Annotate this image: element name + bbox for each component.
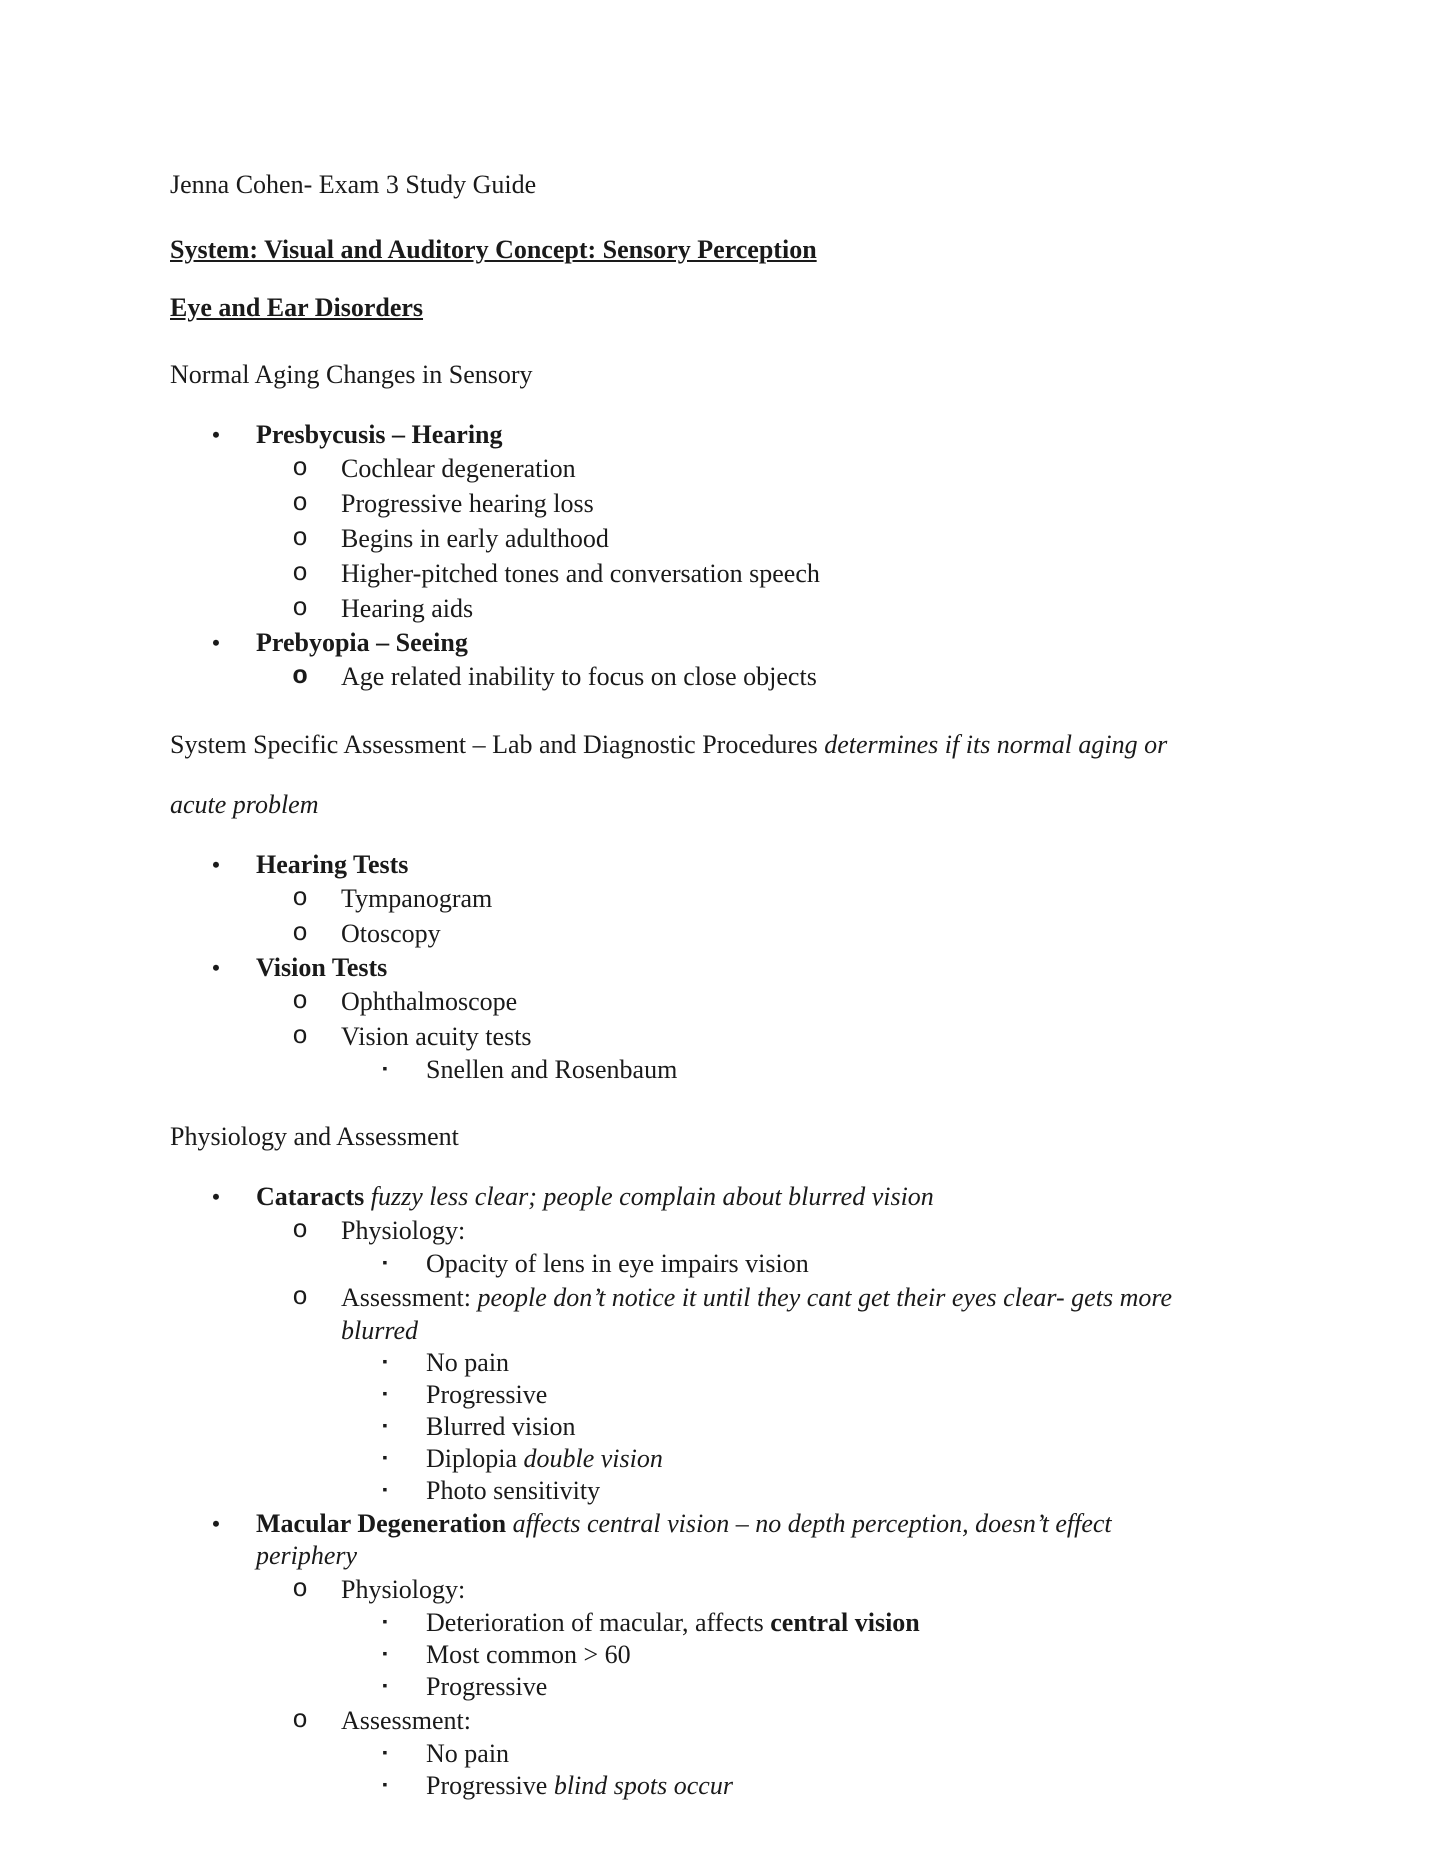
list-item <box>170 984 1300 1019</box>
item-text: Most common > 60 <box>426 1640 631 1669</box>
square-bullet-icon: ▪ <box>382 1451 388 1466</box>
item-text: Age related inability to focus on close objects <box>341 662 817 691</box>
item-text: Ophthalmoscope <box>341 987 518 1016</box>
item-text: Physiology: <box>341 1216 466 1245</box>
item-text: Begins in early adulthood <box>341 524 609 553</box>
circle-bullet-icon: o <box>292 1021 308 1051</box>
topic-label: Presbycusis – Hearing <box>256 420 503 449</box>
list-item <box>170 1213 1300 1248</box>
list-item <box>170 1703 1300 1738</box>
item-note: double vision <box>523 1444 663 1473</box>
list-item <box>170 626 1300 659</box>
bullet-icon: • <box>212 1184 220 1209</box>
list-item <box>170 1379 1300 1411</box>
list-item-continued <box>170 1315 1300 1347</box>
item-text: Higher-pitched tones and conversation speech <box>341 559 820 588</box>
item-text: Progressive <box>426 1380 548 1409</box>
section-title-note: acute problem <box>170 790 319 819</box>
list-item <box>170 1671 1300 1703</box>
square-bullet-icon: ▪ <box>382 1778 388 1793</box>
item-text: Assessment: <box>341 1706 471 1735</box>
list-item <box>170 1248 1300 1280</box>
item-text: Cochlear degeneration <box>341 454 576 483</box>
circle-bullet-icon: o <box>292 523 308 553</box>
topic-note: affects central vision – no depth perception, doesn’t effect <box>506 1509 1112 1538</box>
item-text: Opacity of lens in eye impairs vision <box>426 1249 809 1278</box>
circle-bullet-icon: o <box>292 883 308 913</box>
circle-bullet-icon: o <box>292 1215 308 1245</box>
section-title-continued <box>170 788 1300 822</box>
bullet-list <box>170 1180 1300 1802</box>
item-text: Blurred vision <box>426 1412 576 1441</box>
topic-label: Vision Tests <box>256 953 388 982</box>
topic-label: Hearing Tests <box>256 850 409 879</box>
item-text: Diplopia <box>426 1444 524 1473</box>
list-item <box>170 1572 1300 1607</box>
topic-note: periphery <box>256 1541 358 1570</box>
item-note: blurred <box>341 1316 419 1345</box>
list-item <box>170 1770 1300 1802</box>
bullet-icon: • <box>212 1511 220 1536</box>
disorders-heading: Eye and Ear Disorders <box>170 293 424 322</box>
system-heading: System: Visual and Auditory Concept: Sensory Perception <box>170 235 817 264</box>
list-item <box>170 1607 1300 1639</box>
bullet-icon: • <box>212 955 220 980</box>
topic-label: Macular Degeneration <box>256 1509 507 1538</box>
list-item <box>170 848 1300 881</box>
document-page <box>170 168 1300 1836</box>
list-item <box>170 486 1300 521</box>
topic-label: Cataracts <box>256 1182 365 1211</box>
square-bullet-icon: ▪ <box>382 1355 388 1370</box>
section-title: Physiology and Assessment <box>170 1122 459 1151</box>
list-item <box>170 1738 1300 1770</box>
topic-label: Prebyopia – Seeing <box>256 628 468 657</box>
list-item <box>170 659 1300 694</box>
topic-note: fuzzy less clear; people complain about blurred vision <box>364 1182 934 1211</box>
item-text: Progressive <box>426 1672 548 1701</box>
list-item <box>170 1411 1300 1443</box>
circle-bullet-icon: o <box>292 1705 308 1735</box>
bullet-icon: • <box>212 422 220 447</box>
circle-bullet-icon: o <box>292 1574 308 1604</box>
list-item <box>170 1347 1300 1379</box>
item-text: Vision acuity tests <box>341 1022 532 1051</box>
list-item <box>170 521 1300 556</box>
item-text: Physiology: <box>341 1575 466 1604</box>
section-normal-aging <box>170 358 1300 694</box>
item-text: Snellen and Rosenbaum <box>426 1055 678 1084</box>
list-item <box>170 1639 1300 1671</box>
item-note: people don’t notice it until they cant get their eyes clear- gets more <box>477 1283 1173 1312</box>
square-bullet-icon: ▪ <box>382 1615 388 1630</box>
section-physiology <box>170 1120 1300 1802</box>
list-item <box>170 1475 1300 1507</box>
bullet-icon: • <box>212 852 220 877</box>
item-text: Assessment: <box>341 1283 478 1312</box>
item-text: Progressive <box>426 1771 554 1800</box>
list-item <box>170 1019 1300 1054</box>
list-item <box>170 418 1300 451</box>
item-text: Tympanogram <box>341 884 493 913</box>
square-bullet-icon: ▪ <box>382 1387 388 1402</box>
list-item <box>170 1443 1300 1475</box>
square-bullet-icon: ▪ <box>382 1256 388 1271</box>
heading-block <box>170 234 1300 324</box>
section-title <box>170 728 1300 762</box>
circle-bullet-icon: o <box>292 593 308 623</box>
item-text: Deterioration of macular, affects <box>426 1608 771 1637</box>
circle-bullet-icon: o <box>292 453 308 483</box>
section-assessment <box>170 728 1300 1086</box>
list-item <box>170 951 1300 984</box>
list-item <box>170 1180 1300 1213</box>
circle-bullet-icon: o <box>292 1282 308 1312</box>
section-title-text: System Specific Assessment – Lab and Diagnostic Procedures <box>170 730 825 759</box>
section-title-note: determines if its normal aging or <box>824 730 1168 759</box>
square-bullet-icon: ▪ <box>382 1062 388 1077</box>
item-note: blind spots occur <box>553 1771 733 1800</box>
circle-bullet-icon: o <box>292 918 308 948</box>
list-item <box>170 451 1300 486</box>
item-text: No pain <box>426 1739 510 1768</box>
circle-bullet-icon: o <box>292 986 308 1016</box>
circle-bullet-icon: o <box>292 558 308 588</box>
item-text: No pain <box>426 1348 510 1377</box>
square-bullet-icon: ▪ <box>382 1647 388 1662</box>
list-item-continued <box>170 1540 1300 1572</box>
circle-bullet-icon: o <box>292 488 308 518</box>
list-item <box>170 556 1300 591</box>
square-bullet-icon: ▪ <box>382 1679 388 1694</box>
list-item <box>170 916 1300 951</box>
item-text: Otoscopy <box>341 919 441 948</box>
section-title: Normal Aging Changes in Sensory <box>170 360 533 389</box>
list-item <box>170 881 1300 916</box>
document-title: Jenna Cohen- Exam 3 Study Guide <box>170 170 537 199</box>
square-bullet-icon: ▪ <box>382 1746 388 1761</box>
list-item <box>170 591 1300 626</box>
square-bullet-icon: ▪ <box>382 1419 388 1434</box>
item-text: Progressive hearing loss <box>341 489 594 518</box>
list-item <box>170 1507 1300 1540</box>
list-item <box>170 1054 1300 1086</box>
item-emphasis: central vision <box>770 1608 920 1637</box>
bullet-icon: • <box>212 630 220 655</box>
item-text: Hearing aids <box>341 594 474 623</box>
square-bullet-icon: ▪ <box>382 1483 388 1498</box>
bullet-list <box>170 418 1300 694</box>
item-text: Photo sensitivity <box>426 1476 601 1505</box>
list-item <box>170 1280 1300 1315</box>
bullet-list <box>170 848 1300 1086</box>
circle-bullet-icon: o <box>292 661 308 691</box>
